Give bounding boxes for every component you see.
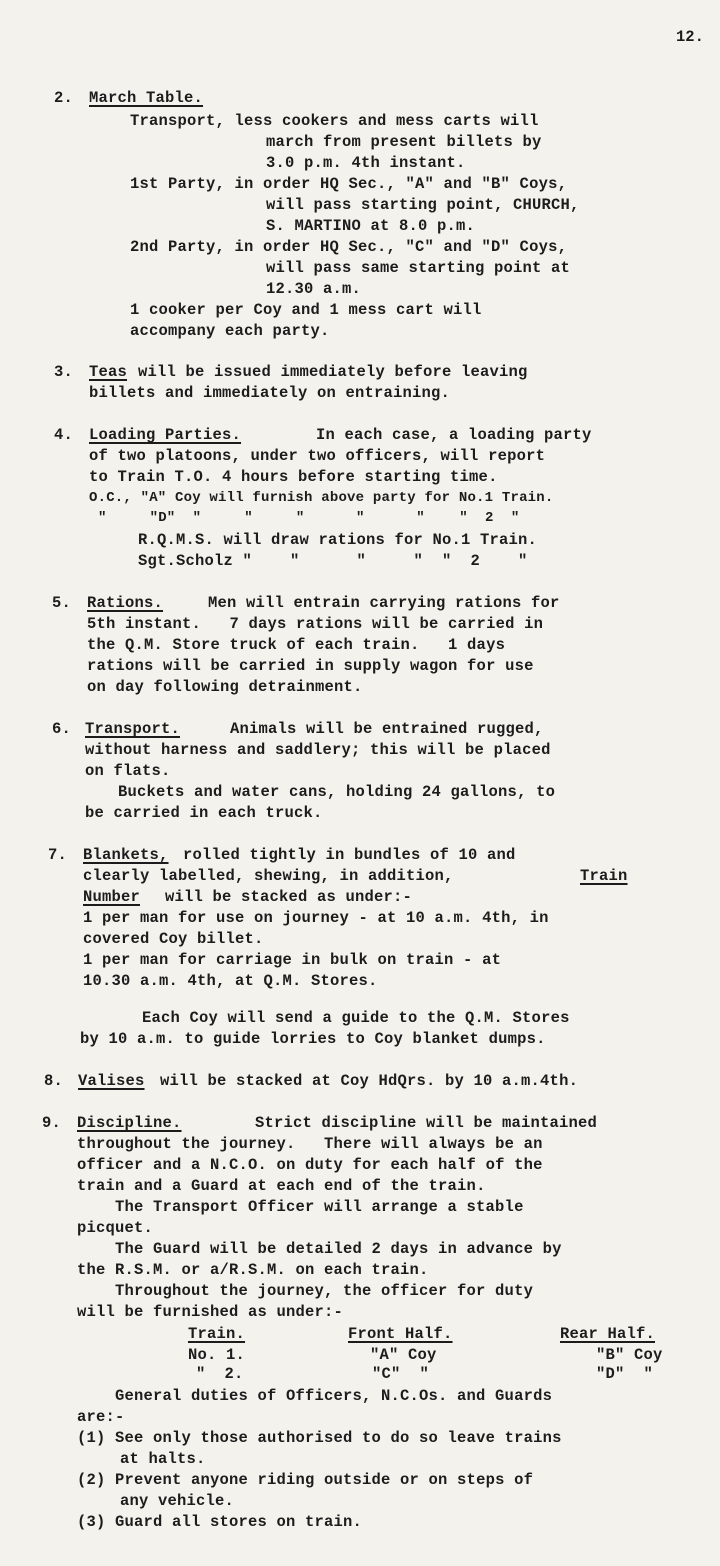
text-line: officer and a N.C.O. on duty for each half of the xyxy=(77,1156,543,1174)
text-line: Buckets and water cans, holding 24 gallons, to xyxy=(118,783,556,801)
text-line: will be furnished as under:- xyxy=(77,1303,344,1321)
text-line: will be issued immediately before leaving xyxy=(138,363,528,381)
text-line: 10.30 a.m. 4th, at Q.M. Stores. xyxy=(83,972,378,990)
text-line: Strict discipline will be maintained xyxy=(255,1114,598,1132)
text-line: Animals will be entrained rugged, xyxy=(230,720,544,738)
underlined-word: Train xyxy=(580,867,628,885)
section-number: 4. xyxy=(54,426,74,444)
text-line: clearly labelled, shewing, in addition, xyxy=(83,867,454,885)
text-line: " "D" " " " " " " 2 " xyxy=(98,510,520,526)
table-cell: No. 1. xyxy=(188,1346,246,1364)
text-line: on flats. xyxy=(85,762,171,780)
text-line: will pass same starting point at xyxy=(266,259,571,277)
text-line: 1st Party, in order HQ Sec., "A" and "B" Coys, xyxy=(130,175,568,193)
text-line: picquet. xyxy=(77,1219,154,1237)
list-item: (2) Prevent anyone riding outside or on steps of xyxy=(77,1471,534,1489)
text-line: General duties of Officers, N.C.Os. and Guards xyxy=(115,1387,553,1405)
text-line: the Q.M. Store truck of each train. 1 days xyxy=(87,636,506,654)
text-line: without harness and saddlery; this will be placed xyxy=(85,741,551,759)
table-header-front-half: Front Half. xyxy=(348,1325,453,1343)
text-line: Men will entrain carrying rations for xyxy=(208,594,560,612)
table-cell: " 2. xyxy=(196,1365,244,1383)
text-line: billets and immediately on entraining. xyxy=(89,384,451,402)
text-line: throughout the journey. There will always be an xyxy=(77,1135,543,1153)
text-line: Transport, less cookers and mess carts will xyxy=(130,112,539,130)
text-line: 2nd Party, in order HQ Sec., "C" and "D" Coys, xyxy=(130,238,568,256)
section-number: 2. xyxy=(54,89,74,107)
section-number: 5. xyxy=(52,594,72,612)
text-line: will pass starting point, CHURCH, xyxy=(266,196,580,214)
text-line: In each case, a loading party xyxy=(316,426,592,444)
text-line: will be stacked at Coy HdQrs. by 10 a.m.4th. xyxy=(160,1072,579,1090)
page-number: 12. xyxy=(676,28,704,46)
text-line: any vehicle. xyxy=(120,1492,235,1510)
text-line: on day following detrainment. xyxy=(87,678,363,696)
table-cell: "D" " xyxy=(596,1365,654,1383)
underlined-word: Number xyxy=(83,888,141,906)
section-number: 9. xyxy=(42,1114,62,1132)
text-line: 5th instant. 7 days rations will be carried in xyxy=(87,615,544,633)
text-line: will be stacked as under:- xyxy=(165,888,413,906)
section-heading-rations: Rations. xyxy=(87,594,164,612)
text-line: be carried in each truck. xyxy=(85,804,323,822)
text-line: Throughout the journey, the officer for duty xyxy=(115,1282,534,1300)
section-number: 8. xyxy=(44,1072,64,1090)
text-line: train and a Guard at each end of the train. xyxy=(77,1177,486,1195)
text-line: the R.S.M. or a/R.S.M. on each train. xyxy=(77,1261,429,1279)
text-line: The Transport Officer will arrange a stable xyxy=(115,1198,524,1216)
section-heading-discipline: Discipline. xyxy=(77,1114,182,1132)
text-line: at halts. xyxy=(120,1450,206,1468)
text-line: rations will be carried in supply wagon for use xyxy=(87,657,534,675)
text-line: O.C., "A" Coy will furnish above party for No.1 Train. xyxy=(89,490,554,506)
section-heading-march-table: March Table. xyxy=(89,89,204,107)
text-line: The Guard will be detailed 2 days in advance by xyxy=(115,1240,562,1258)
text-line: of two platoons, under two officers, will report xyxy=(89,447,546,465)
text-line: 3.0 p.m. 4th instant. xyxy=(266,154,466,172)
text-line: to Train T.O. 4 hours before starting time. xyxy=(89,468,498,486)
table-header-rear-half: Rear Half. xyxy=(560,1325,656,1343)
text-line: R.Q.M.S. will draw rations for No.1 Train. xyxy=(138,531,538,549)
section-heading-blankets: Blankets, xyxy=(83,846,169,864)
text-line: accompany each party. xyxy=(130,322,330,340)
text-line: by 10 a.m. to guide lorries to Coy blanket dumps. xyxy=(80,1030,546,1048)
section-number: 6. xyxy=(52,720,72,738)
text-line: rolled tightly in bundles of 10 and xyxy=(183,846,516,864)
text-line: covered Coy billet. xyxy=(83,930,264,948)
section-heading-valises: Valises xyxy=(78,1072,145,1090)
list-item: (3) Guard all stores on train. xyxy=(77,1513,363,1531)
text-line: Sgt.Scholz " " " " " 2 " xyxy=(138,552,528,570)
table-cell: "B" Coy xyxy=(596,1346,663,1364)
list-item: (1) See only those authorised to do so leave trains xyxy=(77,1429,562,1447)
table-cell: "C" " xyxy=(372,1365,430,1383)
text-line: 1 per man for use on journey - at 10 a.m. 4th, in xyxy=(83,909,549,927)
section-number: 7. xyxy=(48,846,68,864)
table-cell: "A" Coy xyxy=(370,1346,437,1364)
text-line: S. MARTINO at 8.0 p.m. xyxy=(266,217,476,235)
table-header-train: Train. xyxy=(188,1325,246,1343)
section-heading-transport: Transport. xyxy=(85,720,181,738)
section-number: 3. xyxy=(54,363,74,381)
section-heading-teas: Teas xyxy=(89,363,128,381)
text-line: are:- xyxy=(77,1408,125,1426)
text-line: 12.30 a.m. xyxy=(266,280,362,298)
text-line: march from present billets by xyxy=(266,133,542,151)
text-line: 1 per man for carriage in bulk on train - at xyxy=(83,951,502,969)
text-line: Each Coy will send a guide to the Q.M. Stores xyxy=(142,1009,570,1027)
text-line: 1 cooker per Coy and 1 mess cart will xyxy=(130,301,482,319)
section-heading-loading-parties: Loading Parties. xyxy=(89,426,242,444)
